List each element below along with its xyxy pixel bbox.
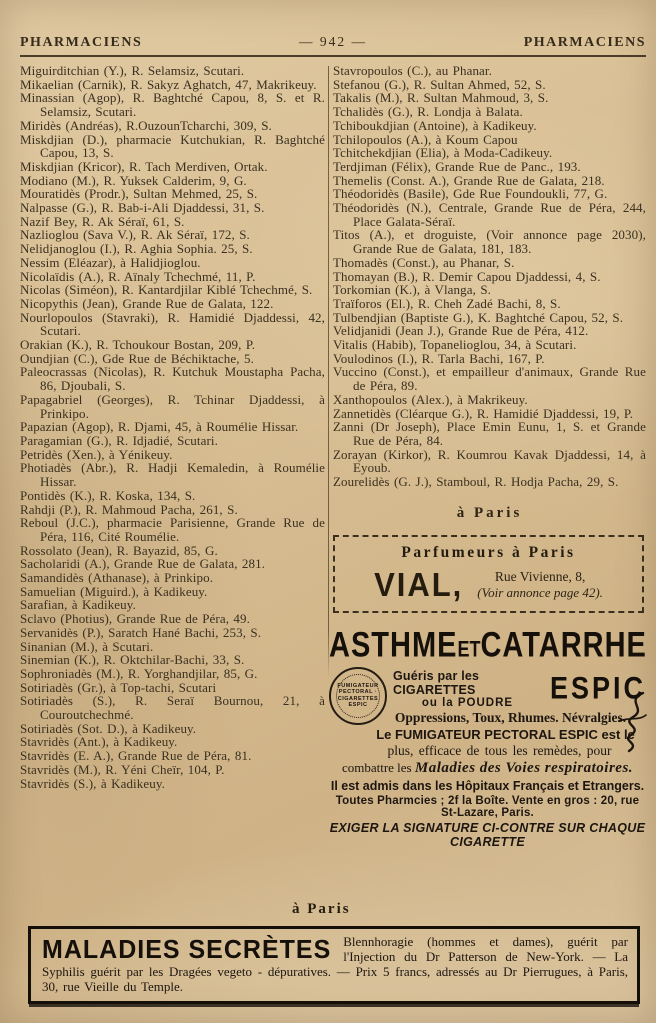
directory-entry: Sophroniadès (M.), R. Yorghandjilar, 85, G.: [20, 665, 258, 681]
vial-ad-heading: Parfumeurs à Paris: [401, 543, 576, 561]
directory-entry: Thomadès (Const.), au Phanar, S.: [333, 254, 515, 270]
espic-cured-line1: Guéris par les CIGARETTES: [393, 668, 480, 697]
espic-seal-icon: [329, 667, 387, 725]
directory-entry: Torkomian (K.), à Vlanga, S.: [333, 282, 492, 298]
directory-entry: Zourelidès (G. J.), Stamboul, R. Hodja Pacha, 29, S.: [333, 474, 619, 490]
directory-entry: Photiadès (Abr.), R. Hadji Kemaledin, à Roumélie Hissar.: [20, 460, 325, 490]
directory-entry: Stefanou (G.), R. Sultan Ahmed, 52, S.: [333, 76, 546, 92]
espic-title-et: ET: [457, 636, 481, 662]
right-column-entries: [333, 64, 646, 489]
section-heading-paris: à Paris: [456, 504, 523, 521]
directory-entry: Nazif Bey, R. Ak Séraï, 61, S.: [20, 213, 185, 229]
maladies-ad: [28, 926, 640, 1004]
directory-entry: Petridès (Xen.), à Yénikeuy.: [20, 446, 173, 462]
directory-entry: Tchiboukdjian (Antoine), à Kadikeuy.: [333, 117, 537, 133]
espic-hospitals-line: Il est admis dans les Hôpitaux Français et Etrangers.: [330, 778, 645, 793]
vial-ad-row: [343, 567, 634, 603]
directory-entry: Vuccino (Const.), et empailleur d'animaux, Grande Rue de Péra, 89.: [333, 364, 646, 394]
directory-entry: Nelidjanoglou (I.), R. Aghia Sophia. 25, S.: [20, 241, 253, 257]
directory-entry: Sotiriadès (S.), R. Seraï Bournou, 21, à Couroutchechmé.: [20, 693, 325, 723]
directory-entry: Zanni (Dr Joseph), Place Emin Eunu, 1, S. et Grande Rue de Péra, 84.: [333, 419, 646, 448]
directory-entry: Tulbendjian (Baptiste G.), K. Baghtché Capou, 52, S.: [333, 309, 624, 325]
directory-entry: Zorayan (Kirkor), R. Koumrou Kavak Djaddessi, 14, à Eyoub.: [333, 446, 646, 476]
espic-title-word2: CATARRHE: [480, 625, 647, 665]
directory-entry: Tchilopoulos (A.), à Koum Capou: [333, 131, 518, 147]
espic-brand-name: ESPIC: [549, 670, 646, 706]
directory-entry: Sclavo (Photius), Grande Rue de Péra, 49.: [20, 611, 250, 627]
directory-entry: Miskdjian (Kricor), R. Tach Merdiven, Ortak.: [20, 158, 268, 174]
directory-columns: [20, 64, 646, 849]
directory-entry: Stavridès (M.), R. Yéni Cheïr, 104, P.: [20, 761, 225, 777]
directory-entry: Tchalidès (G.), R. Londja à Balata.: [333, 104, 523, 120]
directory-entry: Sinemian (K.), R. Oktchilar-Bachi, 33, S.: [20, 652, 245, 668]
directory-entry: Stavridès (Ant.), à Kadikeuy.: [20, 734, 178, 750]
espic-ad-title: [329, 626, 646, 666]
page-number: — 942 —: [299, 34, 367, 49]
directory-entry: Xanthopoulos (Alex.), à Makrikeuy.: [333, 391, 528, 407]
column-divider: [328, 66, 329, 678]
directory-entry: Paleocrassas (Nicolas), R. Kutchuk Moustapha Pacha, 86, Djoubali, S.: [20, 364, 325, 394]
vial-address: [477, 569, 603, 601]
directory-entry: Sacholaridi (A.), Grande Rue de Galata, 281.: [20, 556, 266, 572]
directory-entry: Samandidès (Athanase), à Prinkipo.: [20, 570, 214, 586]
directory-entry: Themelis (Const. A.), Grande Rue de Galata, 218.: [333, 172, 605, 188]
espic-body-line2: plus, efficace de tous les remèdes, pour: [387, 742, 612, 758]
directory-entry: Voulodinos (I.), R. Tarla Bachi, 167, P.: [333, 350, 545, 366]
left-column: [20, 64, 325, 790]
maladies-ad-title: MALADIES SECRÈTES: [42, 935, 332, 965]
directory-entry: Traïforos (El.), R. Cheh Zadé Bachi, 8, S.: [333, 295, 561, 311]
running-title-left: PHARMACIENS: [20, 35, 143, 50]
directory-entry: Miguirditchian (Y.), R. Selamsiz, Scutari.: [20, 63, 245, 78]
espic-seal-text: FUMIGATEUR PECTORAL · CIGARETTES ESPIC: [337, 682, 379, 709]
directory-entry: Mikaelian (Carnik), R. Sakyz Aghatch, 47, Makrikeuy.: [20, 76, 317, 92]
directory-entry: Nicolas (Siméon), R. Kantardjilar Kiblé Tchechmé, S.: [20, 282, 313, 298]
directory-entry: Orakian (K.), R. Tchoukour Bostan, 209, P.: [20, 337, 256, 353]
directory-entry: Sarafian, à Kadikeuy.: [20, 597, 136, 613]
directory-entry: Vitalis (Habib), Topanelioglou, 34, à Scutari.: [333, 337, 577, 353]
directory-entry: Pontidès (K.), R. Koska, 134, S.: [20, 487, 196, 503]
espic-symptoms-line: Oppressions, Toux, Rhumes. Névralgies.: [394, 709, 627, 725]
directory-entry: Stavridès (E. A.), Grande Rue de Péra, 81.: [20, 748, 252, 764]
espic-body-line3: [329, 760, 646, 777]
espic-title-word1: ASTHME: [329, 625, 458, 665]
directory-entry: Mouratidès (Prodr.), Sultan Mehmed, 25, S.: [20, 186, 258, 202]
directory-entry: Théodoridès (N.), Centrale, Grande Rue de Péra, 244, Place Galata-Séraï.: [333, 200, 646, 229]
directory-entry: Papazian (Agop), R. Djami, 45, à Roumélie Hissar.: [20, 419, 299, 435]
directory-entry: Zannetidès (Cléarque G.), R. Hamidié Djaddessi, 19, P.: [333, 405, 634, 421]
espic-ad-body: [329, 669, 646, 849]
directory-entry: Stavropoulos (C.), au Phanar.: [333, 63, 492, 78]
directory-entry: Titos (A.), et droguiste, (Voir annonce page 2030), Grande Rue de Galata, 181, 183.: [333, 227, 646, 257]
directory-entry: Rahdji (P.), R. Mahmoud Pacha, 261, S.: [20, 501, 238, 517]
vial-brand-name: VIAL,: [374, 565, 464, 604]
directory-entry: Nessim (Eléazar), à Halidjioglou.: [20, 254, 201, 270]
directory-entry: Sotiriadès (Gr.), à Top-tachi, Scutari: [20, 679, 217, 695]
espic-signature-notice: EXIGER LA SIGNATURE CI-CONTRE SUR CHAQUE CIGARETTE: [329, 820, 646, 849]
directory-entry: Velidjanidi (Jean J.), Grande Rue de Péra, 412.: [333, 323, 589, 339]
directory-entry: Stavridès (S.), à Kadikeuy.: [20, 775, 165, 791]
page-header: [20, 34, 646, 51]
right-column: [329, 63, 647, 849]
directory-entry: Servanidès (P.), Saratch Hané Bachi, 253, S.: [20, 624, 262, 640]
directory-entry: Nicopythis (Jean), Grande Rue de Galata, 122.: [20, 295, 274, 311]
vial-address-note: (Voir annonce page 42).: [477, 584, 603, 600]
directory-entry: Sinanian (M.), à Scutari.: [20, 638, 154, 654]
directory-entry: Nazlioglou (Sava V.), R. Ak Séraï, 172, S.: [20, 227, 250, 243]
directory-entry: Théodoridès (Basile), Gde Rue Foundoukli, 77, G.: [333, 186, 608, 202]
directory-entry: Rossolato (Jean), R. Bayazid, 85, G.: [20, 542, 218, 558]
directory-entry: Papagabriel (Georges), R. Tchinar Djaddessi, à Prinkipo.: [20, 391, 325, 421]
directory-entry: Modiano (M.), R. Yuksek Calderim, 9, G.: [20, 172, 247, 188]
espic-cured-line2: ou la POUDRE: [421, 696, 514, 709]
espic-pharmacies-line: Toutes Pharmcies ; 2f la Boîte. Vente en gros : 20, rue St-Lazare, Paris.: [335, 794, 640, 819]
directory-entry: Tchitchekdjian (Elia), à Moda-Cadikeuy.: [333, 145, 553, 161]
espic-body-line1: Le FUMIGATEUR PECTORAL ESPIC est le: [376, 726, 635, 742]
directory-entry: Terdjiman (Félix), Grande Rue de Panc., 193.: [333, 158, 581, 174]
espic-cured-row: [393, 669, 646, 709]
directory-entry: Miridès (Andréas), R.OuzounTcharchi, 309, S.: [20, 117, 272, 133]
vial-address-street: Rue Vivienne, 8,: [494, 568, 586, 584]
espic-ad: [329, 626, 646, 849]
directory-entry: Reboul (J.C.), pharmacie Parisienne, Grande Rue de Péra, 116, Cité Roumélie.: [20, 515, 325, 544]
maladies-ad-body: Blennhoragie (hommes et dames), guérit par l'Injection du Dr Patterson de New-York. — La Syphilis guérit par les Dragées vegeto - dépuratives. — Prix 5 francs, adressés au Dr Pierrugues, à Paris, 30, rue Vieille du Temple.: [42, 934, 628, 994]
directory-entry: Takalis (M.), R. Sultan Mahmoud, 3, S.: [333, 90, 549, 106]
running-title-right: PHARMACIENS: [523, 35, 646, 50]
directory-entry: Nalpasse (G.), R. Bab-i-Ali Djaddessi, 31, S.: [20, 200, 265, 216]
directory-entry: Samuelian (Miguird.), à Kadikeuy.: [20, 583, 208, 599]
directory-entry: Thomayan (B.), R. Demir Capou Djaddessi, 4, S.: [333, 268, 601, 284]
espic-body-line3-prefix: combattre les: [341, 759, 415, 775]
espic-body-line3-emphasis: Maladies des Voies respiratoires.: [414, 759, 634, 776]
catchword-a-paris: à Paris: [292, 901, 351, 917]
directory-entry: Oundjian (C.), Gde Rue de Béchiktache, 5.: [20, 350, 254, 366]
directory-entry: Sotiriadès (Sot. D.), à Kadikeuy.: [20, 720, 197, 736]
directory-entry: Paragamian (G.), R. Idjadié, Scutari.: [20, 432, 218, 448]
directory-entry: Nicolaïdis (A.), R. Aïnaly Tchechmé, 11, P.: [20, 268, 256, 284]
directory-entry: Minassian (Agop), R. Baghtché Capou, 8, S. et R. Selamsiz, Scutari.: [20, 90, 325, 120]
directory-entry: Nourlopoulos (Stavraki), R. Hamidié Djaddessi, 42, Scutari.: [20, 309, 325, 339]
directory-entry: Miskdjian (D.), pharmacie Kutchukian, R. Baghtché Capou, 13, S.: [20, 131, 325, 161]
header-rule: [20, 55, 646, 57]
vial-ad: [333, 535, 644, 613]
